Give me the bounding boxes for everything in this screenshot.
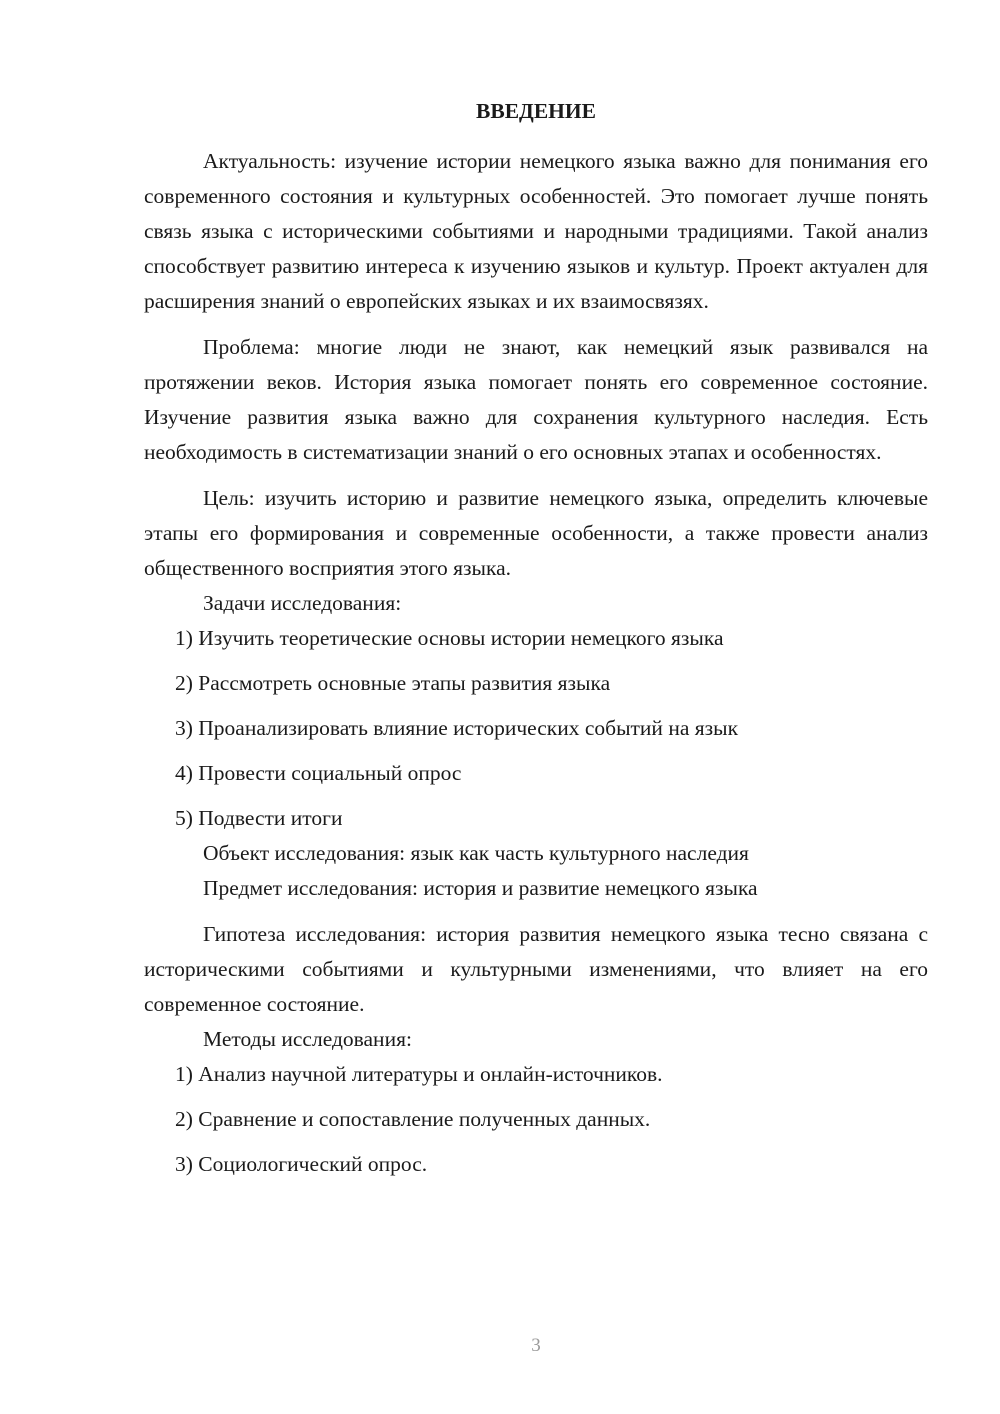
method-item: 1) Анализ научной литературы и онлайн-источников. <box>175 1062 663 1086</box>
goal-paragraph: Цель: изучить историю и развитие немецкого языка, определить ключевые этапы его формирования и современные особенности, а также провести анализ общественного восприятия этого языка. <box>144 486 928 580</box>
problem-paragraph: Проблема: многие люди не знают, как немецкий язык развивался на протяжении веков. История языка помогает понять его современное состояние. Изучение развития языка важно для сохранения культурного наследия. Есть необходимость в систематизации знаний о его основных этапах и особенностях. <box>144 335 928 464</box>
task-item: 3) Проанализировать влияние исторических событий на язык <box>175 716 739 740</box>
methods-list <box>144 1057 928 1182</box>
method-item: 2) Сравнение и сопоставление полученных данных. <box>175 1107 651 1131</box>
hypothesis-paragraph: Гипотеза исследования: история развития немецкого языка тесно связана с историческими событиями и культурными изменениями, что влияет на его современное состояние. <box>144 922 928 1016</box>
task-item: 4) Провести социальный опрос <box>175 761 462 785</box>
subject-line: Предмет исследования: история и развитие немецкого языка <box>203 876 758 900</box>
method-item: 3) Социологический опрос. <box>175 1152 428 1176</box>
section-title: ВВЕДЕНИЕ <box>476 99 596 123</box>
task-item: 2) Рассмотреть основные этапы развития языка <box>175 671 611 695</box>
object-line: Объект исследования: язык как часть культурного наследия <box>203 841 749 865</box>
task-item: 1) Изучить теоретические основы истории немецкого языка <box>175 626 724 650</box>
tasks-list <box>144 621 928 836</box>
methods-heading: Методы исследования: <box>203 1027 412 1051</box>
page-number: 3 <box>531 1335 541 1356</box>
tasks-heading: Задачи исследования: <box>203 591 402 615</box>
document-page <box>144 96 928 1182</box>
relevance-paragraph: Актуальность: изучение истории немецкого языка важно для понимания его современного состояния и культурных особенностей. Это помогает лучше понять связь языка с историческими событиями и народными традициями. Такой анализ способствует развитию интереса к изучению языков и культур. Проект актуален для расширения знаний о европейских языках и их взаимосвязях. <box>144 149 928 313</box>
task-item: 5) Подвести итоги <box>175 806 343 830</box>
